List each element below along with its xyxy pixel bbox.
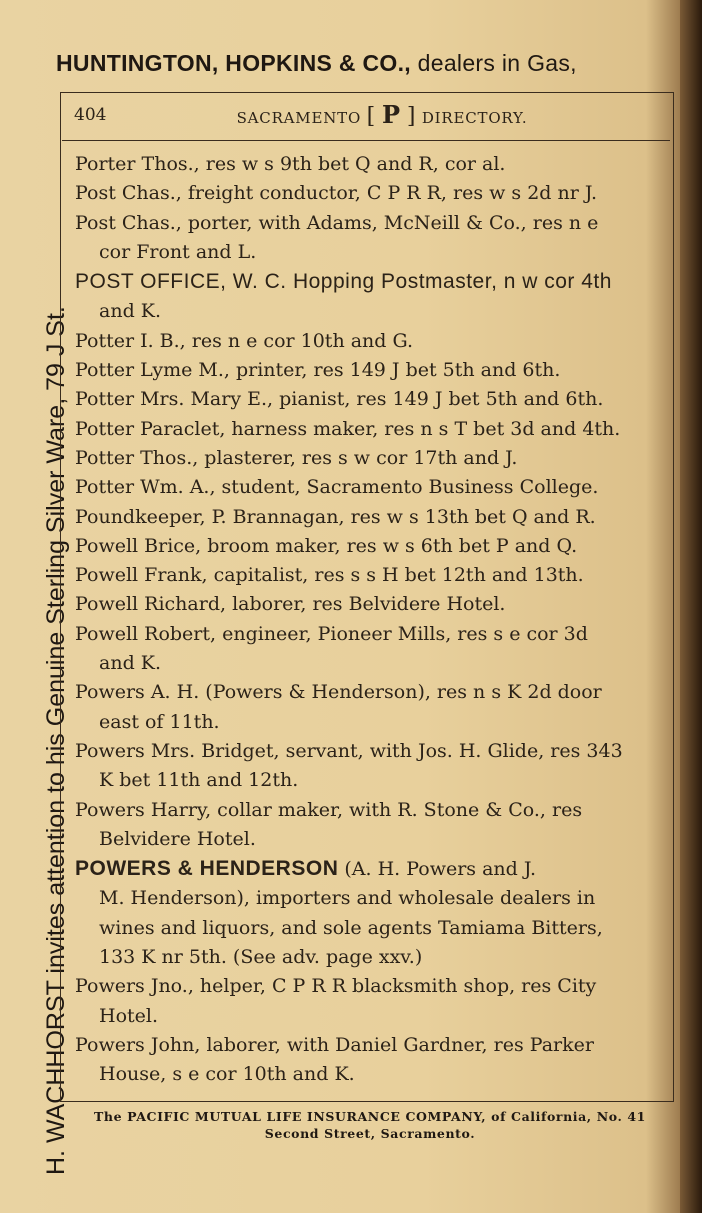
entry-line: Powers A. H. (Powers & Henderson), res n s K 2d door (75, 681, 602, 704)
entry-line: wines and liquors, and sole agents Tamiama Bitters, (99, 916, 603, 939)
running-header (72, 98, 664, 132)
top-advert-firm: HUNTINGTON, HOPKINS & CO., (56, 50, 411, 76)
entry-line: cor Front and L. (99, 240, 257, 263)
entry-line: Powell Robert, engineer, Pioneer Mills, res s e cor 3d (75, 622, 588, 645)
entry-line: (A. H. Powers and J. (338, 858, 537, 881)
bracket-close: ] (406, 104, 417, 129)
entry-line: Potter Wm. A., student, Sacramento Business College. (75, 476, 599, 499)
directory-entry (75, 503, 665, 532)
entry-line: east of 11th. (99, 710, 220, 733)
entry-line: Potter Mrs. Mary E., pianist, res 149 J bet 5th and 6th. (75, 388, 604, 411)
directory-entry (75, 444, 665, 473)
header-city: SACRAMENTO (236, 109, 362, 127)
entry-lead: POWERS & HENDERSON (75, 857, 339, 881)
entry-line: Potter I. B., res n e cor 10th and G. (75, 329, 414, 352)
top-advertisement (56, 50, 696, 77)
footer-advertisement (60, 1108, 680, 1142)
entry-line: Post Chas., porter, with Adams, McNeill & Co., res n e (75, 211, 599, 234)
directory-entry (75, 267, 665, 327)
entry-line: M. Henderson), importers and wholesale dealers in (99, 887, 596, 910)
entry-line: Belvidere Hotel. (99, 827, 256, 850)
entry-line: and K. (99, 652, 162, 675)
entry-line: Potter Lyme M., printer, res 149 J bet 5th and 6th. (75, 359, 561, 382)
directory-entry (75, 209, 665, 268)
entry-line: and K. (99, 300, 162, 323)
page-number: 404 (74, 105, 107, 125)
top-advert-rest: dealers in Gas, (417, 50, 577, 76)
footer-line-1: The PACIFIC MUTUAL LIFE INSURANCE COMPANY, of California, No. 41 (94, 1109, 646, 1124)
directory-entry (75, 561, 665, 590)
directory-entry (75, 532, 665, 561)
entry-line: 133 K nr 5th. (See adv. page xxv.) (99, 946, 423, 969)
directory-entry (75, 678, 665, 737)
entry-line: Post Chas., freight conductor, C P R R, res w s 2d nr J. (75, 182, 598, 205)
directory-entry (75, 356, 665, 385)
entry-line: Powers Jno., helper, C P R R blacksmith shop, res City (75, 975, 597, 998)
entry-line: POST OFFICE, W. C. Hopping Postmaster, n w cor 4th (75, 270, 612, 294)
entry-line: Powers Harry, collar maker, with R. Stone & Co., res (75, 798, 583, 821)
entry-line: Hotel. (99, 1004, 159, 1027)
directory-entry (75, 737, 665, 796)
entry-line: House, s e cor 10th and K. (99, 1063, 355, 1086)
side-advertisement: H. WACHHORST invites attention to his Genuine Sterling Silver Ware, 79 J St. (42, 306, 70, 1175)
entry-line: Powers John, laborer, with Daniel Gardner, res Parker (75, 1033, 594, 1056)
directory-entry (75, 854, 665, 972)
entry-line: Powell Brice, broom maker, res w s 6th bet P and Q. (75, 534, 578, 557)
header-rule (62, 140, 670, 141)
directory-entry (75, 972, 665, 1031)
directory-entry (75, 415, 665, 444)
entry-line: Porter Thos., res w s 9th bet Q and R, cor al. (75, 153, 506, 175)
directory-entry (75, 620, 665, 679)
bracket-open: [ (366, 104, 377, 129)
directory-entry (75, 179, 665, 208)
directory-entry (75, 385, 665, 414)
entry-line: Potter Paraclet, harness maker, res n s T bet 3d and 4th. (75, 417, 621, 440)
entry-line: Potter Thos., plasterer, res s w cor 17th and J. (75, 446, 518, 469)
book-spine-shadow (680, 0, 702, 1213)
directory-entry (75, 796, 665, 855)
entry-line: K bet 11th and 12th. (99, 769, 299, 792)
directory-entries (75, 150, 665, 1090)
entry-line: Poundkeeper, P. Brannagan, res w s 13th bet Q and R. (75, 505, 596, 528)
directory-entry (75, 473, 665, 502)
entry-line: Powell Richard, laborer, res Belvidere Hotel. (75, 593, 506, 616)
directory-entry (75, 327, 665, 356)
header-directory: DIRECTORY. (421, 109, 528, 127)
directory-entry (75, 150, 665, 179)
entry-line: Powers Mrs. Bridget, servant, with Jos. H. Glide, res 343 (75, 739, 623, 762)
entry-line: Powell Frank, capitalist, res s s H bet 12th and 13th. (75, 564, 584, 587)
footer-line-2: Second Street, Sacramento. (264, 1126, 476, 1141)
directory-entry (75, 1031, 665, 1090)
directory-entry (75, 590, 665, 619)
section-letter: P (382, 100, 401, 129)
directory-title (212, 98, 552, 135)
